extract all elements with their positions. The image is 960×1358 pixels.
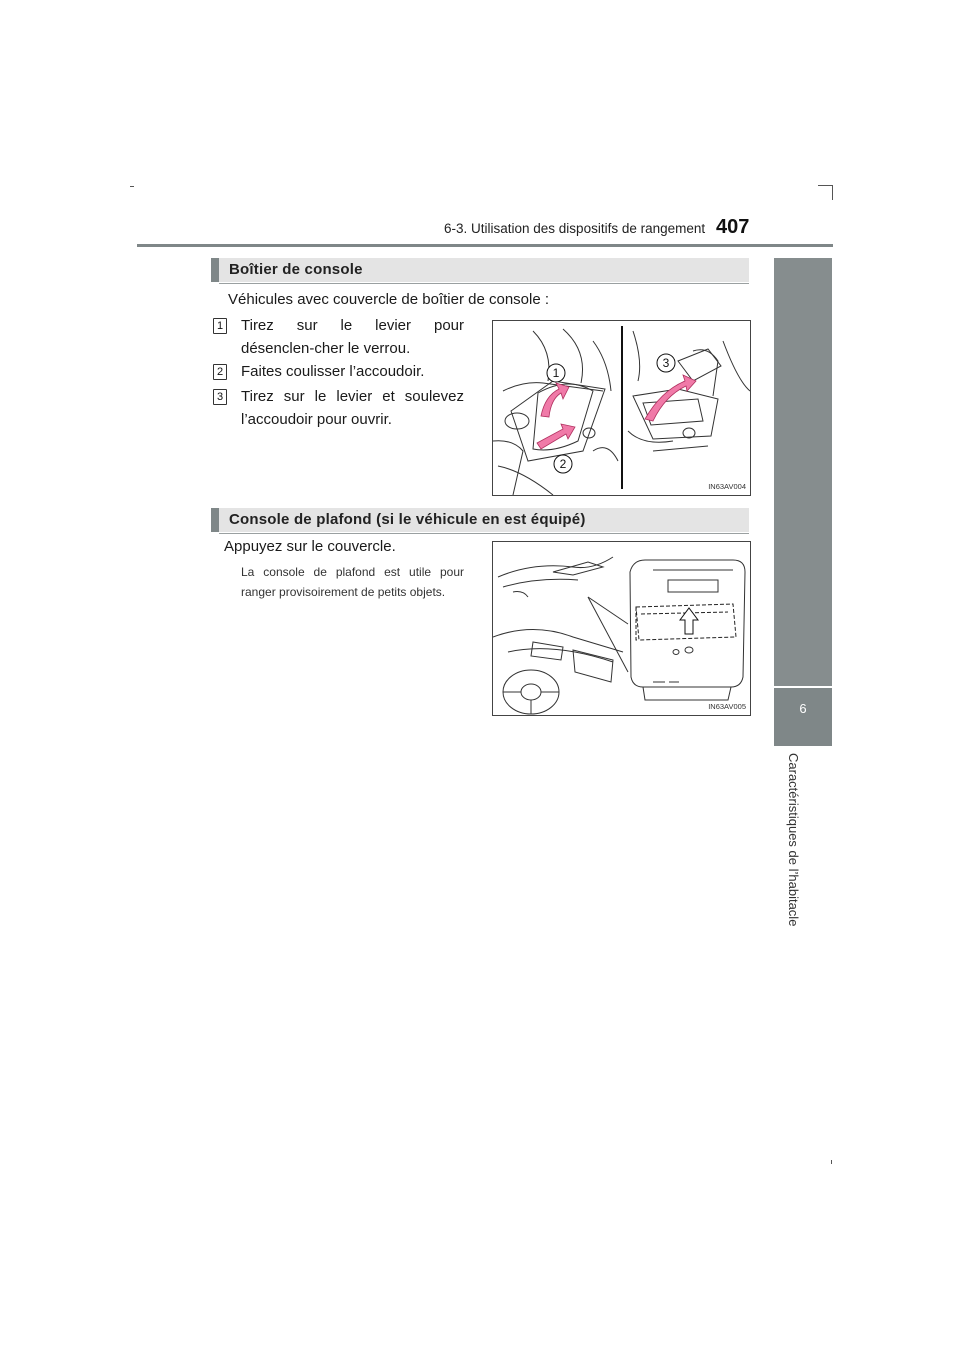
crop-mark-top-right-v: [832, 185, 833, 200]
section-heading-rule: [219, 533, 749, 534]
crop-mark-bottom-right: [831, 1160, 832, 1164]
figure2-code: IN63AV005: [708, 702, 746, 711]
section2-note: La console de plafond est utile pour ranger provisoirement de petits objets.: [241, 565, 464, 599]
section-heading-text: Console de plafond (si le véhicule en est équipé): [229, 511, 586, 528]
figure1-callout-1: 1: [552, 366, 560, 380]
figure1-callout-2: 2: [559, 457, 567, 471]
chapter-number: 6: [799, 701, 807, 716]
figure1-callout-3: 3: [662, 356, 670, 370]
section1-intro: Véhicules avec couvercle de boîtier de console :: [228, 291, 550, 308]
section2-instruction: Appuyez sur le couvercle.: [224, 538, 396, 555]
section-heading-text: Boîtier de console: [229, 261, 363, 278]
header-section-title: 6-3. Utilisation des dispositifs de rangement: [444, 221, 706, 236]
side-tab-chapter: [774, 688, 832, 746]
crop-mark-top-left: [130, 186, 134, 187]
section-heading-rule: [219, 283, 749, 284]
step-number-1: 1: [213, 318, 227, 334]
figure-overhead-console: [492, 541, 751, 716]
console-box-illustration: [493, 321, 750, 495]
step-text-2: Faites coulisser l’accoudoir.: [241, 363, 425, 380]
step-number-3: 3: [213, 389, 227, 405]
figure1-code: IN63AV004: [708, 482, 746, 491]
overhead-console-illustration: [493, 542, 750, 715]
section-heading-overhead-console: [211, 508, 749, 532]
figure-console-box: [492, 320, 751, 496]
header-rule: [137, 244, 833, 247]
section-heading-console-box: [211, 258, 749, 282]
side-tab-upper: [774, 258, 832, 686]
step-number-2: 2: [213, 364, 227, 380]
step-text-1: Tirez sur le levier pour désenclen-cher le verrou.: [241, 317, 464, 357]
step-text-3: Tirez sur le levier et soulevez l’accoudoir pour ouvrir.: [241, 388, 464, 428]
chapter-title: Caractéristiques de l’habitacle: [786, 753, 801, 927]
page-number: 407: [716, 216, 750, 238]
crop-mark-top-right-h: [818, 185, 833, 186]
